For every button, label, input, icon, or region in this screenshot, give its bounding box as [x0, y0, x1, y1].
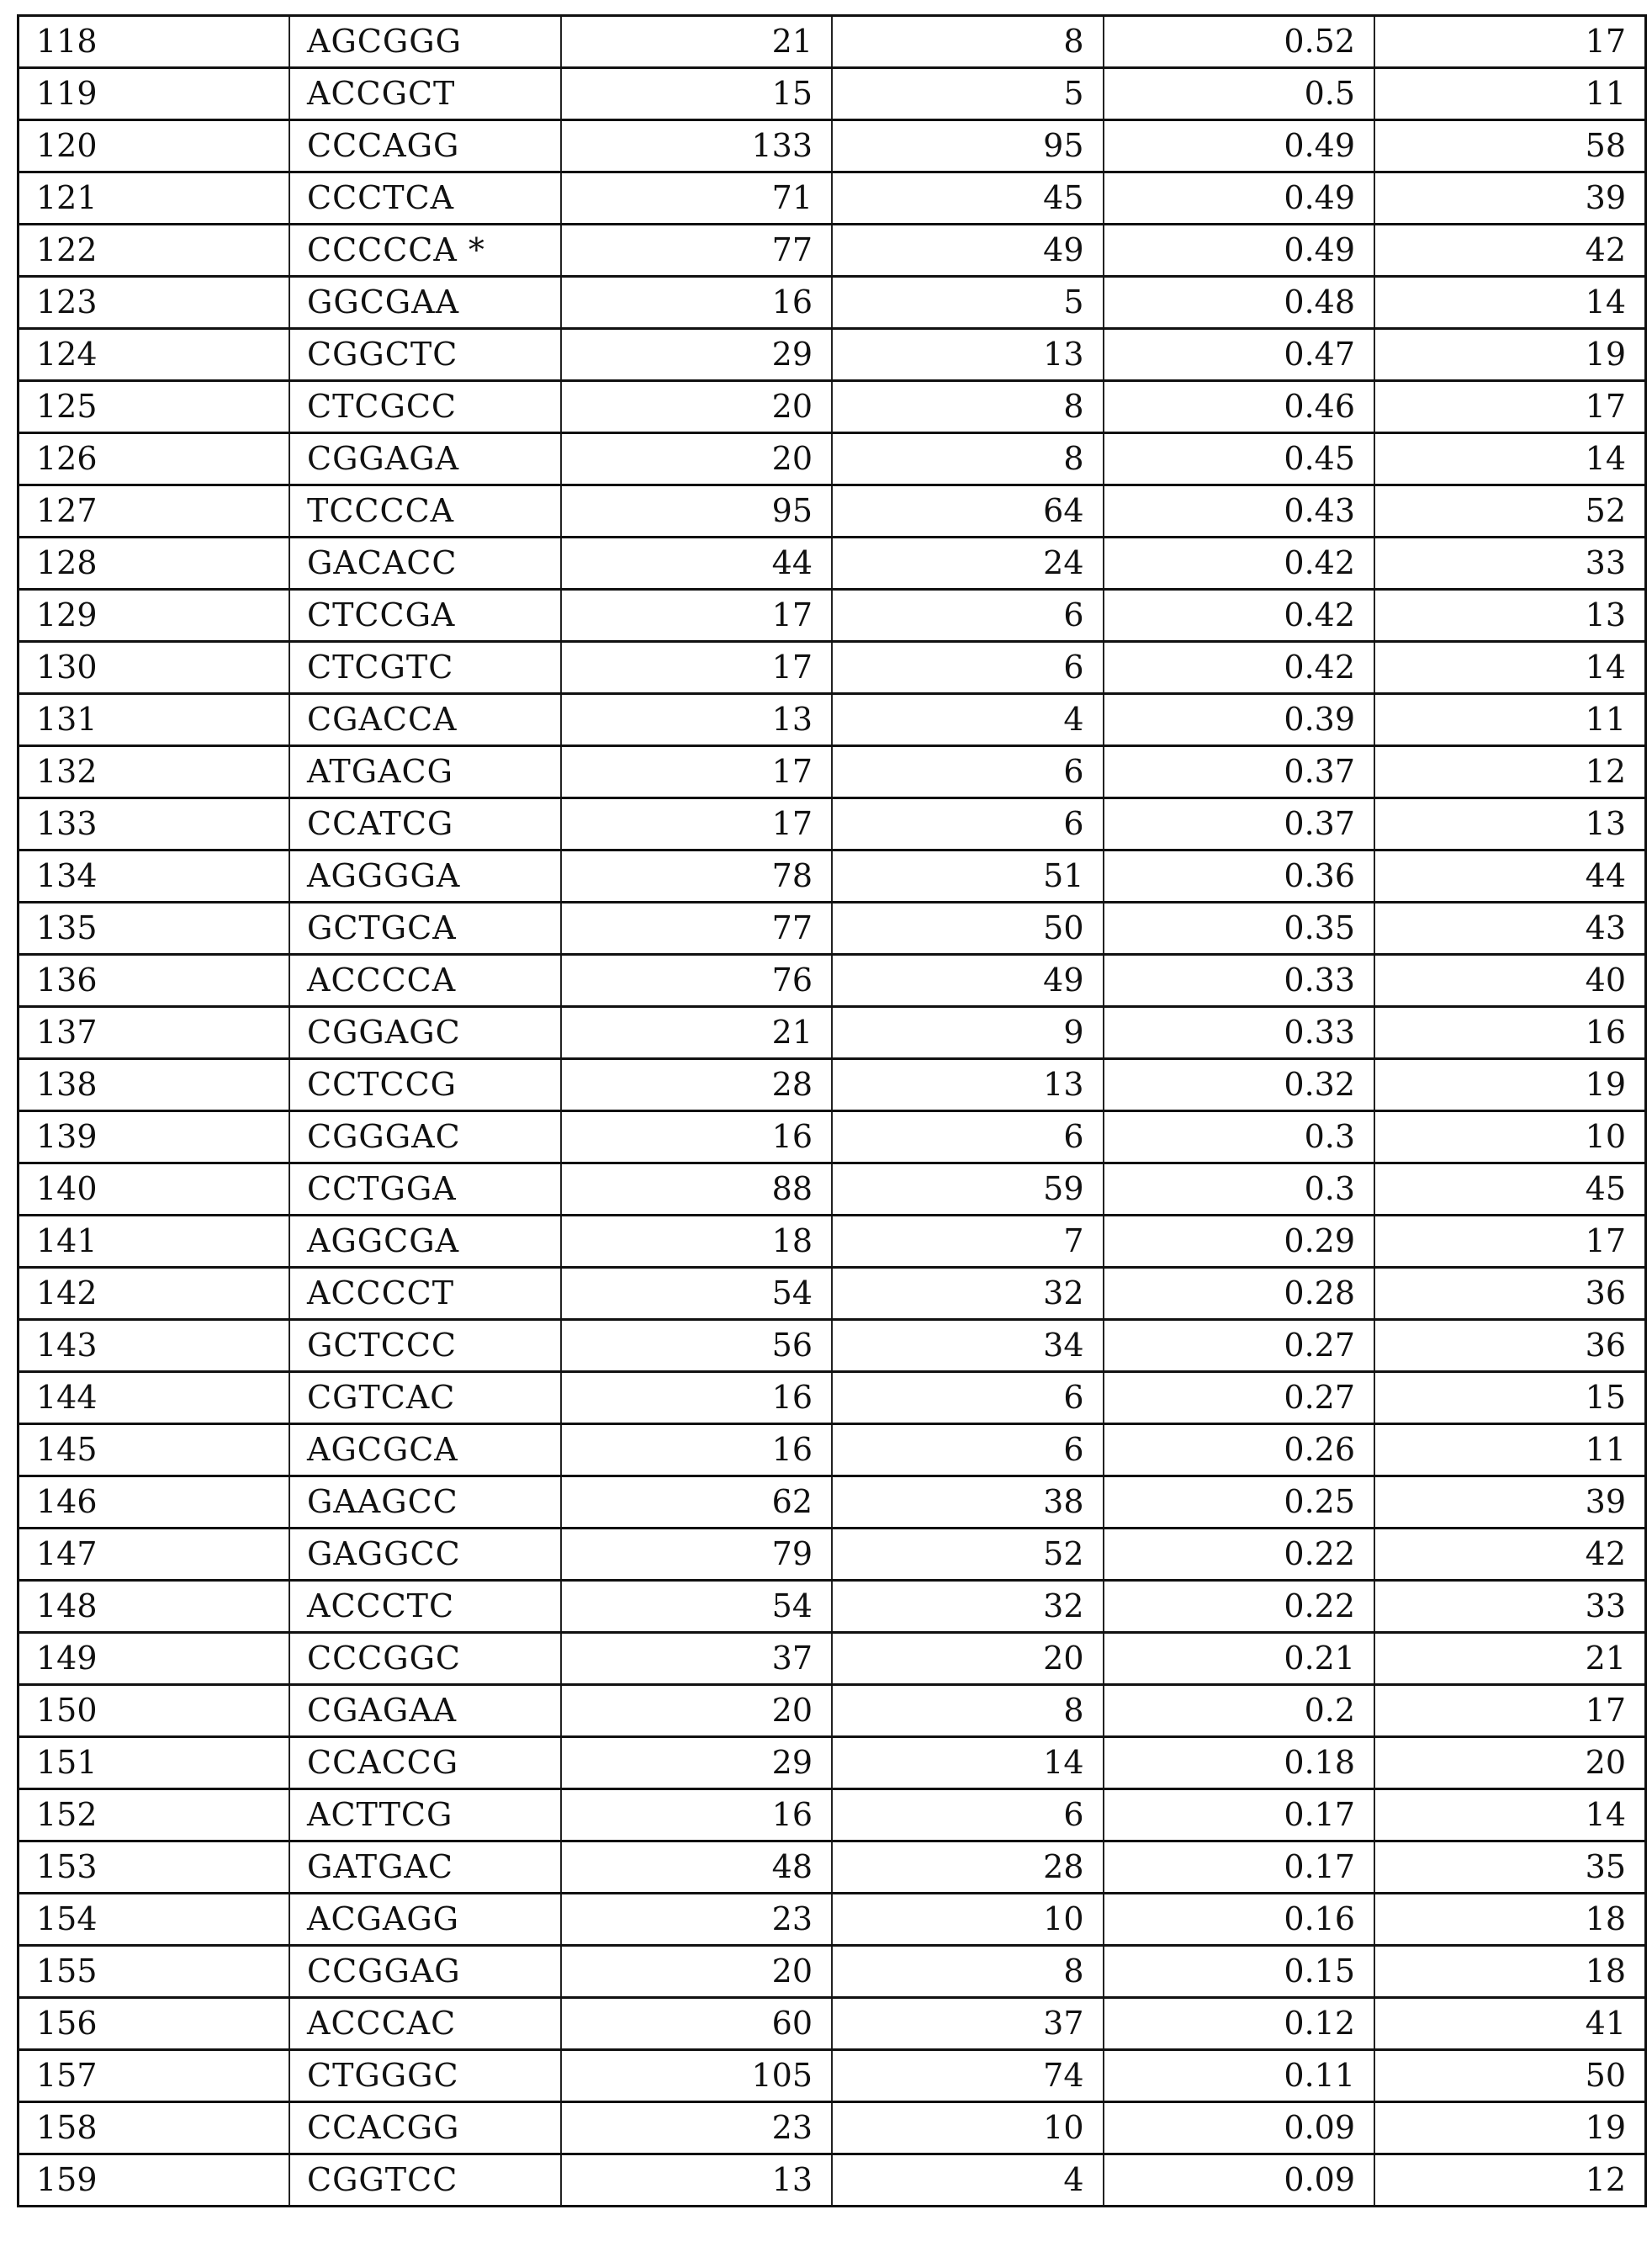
- table-row: [19, 2102, 1646, 2154]
- value-a-cell: 78: [561, 850, 833, 903]
- value-a-cell: 95: [561, 485, 833, 538]
- sequence-cell: CTGGGC: [289, 2050, 561, 2102]
- table-row: [19, 1424, 1646, 1476]
- table-row: [19, 1372, 1646, 1424]
- value-c-cell: 39: [1374, 172, 1646, 225]
- row-number-cell: 124: [19, 329, 290, 381]
- value-a-cell: 60: [561, 1998, 833, 2050]
- row-number-cell: 120: [19, 120, 290, 172]
- sequence-cell: CCCGGC: [289, 1633, 561, 1685]
- sequence-cell: CTCGTC: [289, 642, 561, 694]
- value-c-cell: 14: [1374, 642, 1646, 694]
- value-b-cell: 8: [832, 433, 1104, 485]
- ratio-cell: 0.37: [1104, 746, 1375, 798]
- value-a-cell: 37: [561, 1633, 833, 1685]
- value-b-cell: 8: [832, 16, 1104, 68]
- sequence-cell: ACTTCG: [289, 1789, 561, 1841]
- table-body: [19, 16, 1646, 2207]
- sequence-data-table: [17, 14, 1647, 2207]
- sequence-cell: CGACCA: [289, 694, 561, 746]
- value-a-cell: 18: [561, 1216, 833, 1268]
- table-row: [19, 225, 1646, 277]
- ratio-cell: 0.28: [1104, 1268, 1375, 1320]
- value-a-cell: 77: [561, 225, 833, 277]
- value-b-cell: 24: [832, 538, 1104, 590]
- value-c-cell: 41: [1374, 1998, 1646, 2050]
- table-row: [19, 1894, 1646, 1946]
- value-b-cell: 32: [832, 1581, 1104, 1633]
- row-number-cell: 139: [19, 1111, 290, 1163]
- table-row: [19, 485, 1646, 538]
- value-a-cell: 77: [561, 903, 833, 955]
- value-a-cell: 71: [561, 172, 833, 225]
- row-number-cell: 132: [19, 746, 290, 798]
- ratio-cell: 0.35: [1104, 903, 1375, 955]
- ratio-cell: 0.5: [1104, 68, 1375, 120]
- row-number-cell: 137: [19, 1007, 290, 1059]
- value-a-cell: 23: [561, 2102, 833, 2154]
- ratio-cell: 0.11: [1104, 2050, 1375, 2102]
- row-number-cell: 154: [19, 1894, 290, 1946]
- ratio-cell: 0.17: [1104, 1841, 1375, 1894]
- value-c-cell: 12: [1374, 2154, 1646, 2207]
- ratio-cell: 0.22: [1104, 1581, 1375, 1633]
- ratio-cell: 0.18: [1104, 1737, 1375, 1789]
- sequence-cell: CGAGAA: [289, 1685, 561, 1737]
- ratio-cell: 0.42: [1104, 642, 1375, 694]
- value-c-cell: 58: [1374, 120, 1646, 172]
- sequence-cell: ACGAGG: [289, 1894, 561, 1946]
- sequence-cell: ACCCAC: [289, 1998, 561, 2050]
- row-number-cell: 146: [19, 1476, 290, 1529]
- table-row: [19, 16, 1646, 68]
- sequence-cell: CCACCG: [289, 1737, 561, 1789]
- value-c-cell: 33: [1374, 538, 1646, 590]
- value-b-cell: 64: [832, 485, 1104, 538]
- sequence-cell: GATGAC: [289, 1841, 561, 1894]
- row-number-cell: 142: [19, 1268, 290, 1320]
- row-number-cell: 128: [19, 538, 290, 590]
- value-a-cell: 28: [561, 1059, 833, 1111]
- value-a-cell: 17: [561, 798, 833, 850]
- ratio-cell: 0.49: [1104, 120, 1375, 172]
- sequence-cell: AGGGGA: [289, 850, 561, 903]
- sequence-cell: GACACC: [289, 538, 561, 590]
- sequence-cell: ACCGCT: [289, 68, 561, 120]
- value-b-cell: 6: [832, 1789, 1104, 1841]
- ratio-cell: 0.36: [1104, 850, 1375, 903]
- value-b-cell: 14: [832, 1737, 1104, 1789]
- value-a-cell: 133: [561, 120, 833, 172]
- value-c-cell: 18: [1374, 1894, 1646, 1946]
- value-c-cell: 15: [1374, 1372, 1646, 1424]
- table-row: [19, 1841, 1646, 1894]
- table-row: [19, 850, 1646, 903]
- sequence-cell: CTCCGA: [289, 590, 561, 642]
- value-a-cell: 20: [561, 433, 833, 485]
- row-number-cell: 155: [19, 1946, 290, 1998]
- row-number-cell: 138: [19, 1059, 290, 1111]
- row-number-cell: 153: [19, 1841, 290, 1894]
- value-b-cell: 4: [832, 2154, 1104, 2207]
- value-a-cell: 20: [561, 381, 833, 433]
- value-a-cell: 62: [561, 1476, 833, 1529]
- ratio-cell: 0.37: [1104, 798, 1375, 850]
- value-c-cell: 11: [1374, 1424, 1646, 1476]
- value-c-cell: 36: [1374, 1268, 1646, 1320]
- sequence-cell: CTCGCC: [289, 381, 561, 433]
- row-number-cell: 122: [19, 225, 290, 277]
- value-b-cell: 74: [832, 2050, 1104, 2102]
- value-c-cell: 39: [1374, 1476, 1646, 1529]
- value-c-cell: 44: [1374, 850, 1646, 903]
- sequence-cell: GCTCCC: [289, 1320, 561, 1372]
- row-number-cell: 157: [19, 2050, 290, 2102]
- value-c-cell: 19: [1374, 2102, 1646, 2154]
- table-row: [19, 538, 1646, 590]
- value-c-cell: 21: [1374, 1633, 1646, 1685]
- table-row: [19, 1581, 1646, 1633]
- row-number-cell: 147: [19, 1529, 290, 1581]
- row-number-cell: 135: [19, 903, 290, 955]
- value-a-cell: 54: [561, 1581, 833, 1633]
- value-a-cell: 21: [561, 1007, 833, 1059]
- table-row: [19, 1998, 1646, 2050]
- row-number-cell: 144: [19, 1372, 290, 1424]
- sequence-cell: CCCAGG: [289, 120, 561, 172]
- value-a-cell: 13: [561, 2154, 833, 2207]
- table-row: [19, 746, 1646, 798]
- table-row: [19, 903, 1646, 955]
- value-c-cell: 11: [1374, 694, 1646, 746]
- value-a-cell: 17: [561, 642, 833, 694]
- ratio-cell: 0.48: [1104, 277, 1375, 329]
- table-row: [19, 1946, 1646, 1998]
- value-b-cell: 6: [832, 746, 1104, 798]
- sequence-cell: CGGAGA: [289, 433, 561, 485]
- table-row: [19, 2154, 1646, 2207]
- row-number-cell: 140: [19, 1163, 290, 1216]
- value-a-cell: 16: [561, 277, 833, 329]
- value-b-cell: 50: [832, 903, 1104, 955]
- value-a-cell: 16: [561, 1424, 833, 1476]
- ratio-cell: 0.42: [1104, 538, 1375, 590]
- value-b-cell: 20: [832, 1633, 1104, 1685]
- value-a-cell: 20: [561, 1946, 833, 1998]
- ratio-cell: 0.29: [1104, 1216, 1375, 1268]
- value-c-cell: 17: [1374, 16, 1646, 68]
- value-a-cell: 20: [561, 1685, 833, 1737]
- ratio-cell: 0.15: [1104, 1946, 1375, 1998]
- row-number-cell: 141: [19, 1216, 290, 1268]
- value-a-cell: 44: [561, 538, 833, 590]
- row-number-cell: 156: [19, 1998, 290, 2050]
- ratio-cell: 0.42: [1104, 590, 1375, 642]
- value-b-cell: 4: [832, 694, 1104, 746]
- table-row: [19, 955, 1646, 1007]
- table-row: [19, 1476, 1646, 1529]
- value-c-cell: 52: [1374, 485, 1646, 538]
- ratio-cell: 0.3: [1104, 1163, 1375, 1216]
- row-number-cell: 143: [19, 1320, 290, 1372]
- value-a-cell: 76: [561, 955, 833, 1007]
- row-number-cell: 150: [19, 1685, 290, 1737]
- table-row: [19, 1268, 1646, 1320]
- value-c-cell: 14: [1374, 277, 1646, 329]
- value-a-cell: 16: [561, 1789, 833, 1841]
- sequence-cell: CCCCCA *: [289, 225, 561, 277]
- table-row: [19, 381, 1646, 433]
- value-c-cell: 13: [1374, 590, 1646, 642]
- value-b-cell: 7: [832, 1216, 1104, 1268]
- sequence-cell: AGCGGG: [289, 16, 561, 68]
- ratio-cell: 0.49: [1104, 172, 1375, 225]
- ratio-cell: 0.22: [1104, 1529, 1375, 1581]
- table-row: [19, 433, 1646, 485]
- value-b-cell: 6: [832, 1372, 1104, 1424]
- sequence-cell: AGGCGA: [289, 1216, 561, 1268]
- row-number-cell: 152: [19, 1789, 290, 1841]
- ratio-cell: 0.27: [1104, 1320, 1375, 1372]
- value-b-cell: 9: [832, 1007, 1104, 1059]
- ratio-cell: 0.09: [1104, 2154, 1375, 2207]
- ratio-cell: 0.2: [1104, 1685, 1375, 1737]
- table-row: [19, 120, 1646, 172]
- row-number-cell: 145: [19, 1424, 290, 1476]
- sequence-cell: TCCCCA: [289, 485, 561, 538]
- value-b-cell: 10: [832, 2102, 1104, 2154]
- sequence-cell: GCTGCA: [289, 903, 561, 955]
- table-row: [19, 1737, 1646, 1789]
- ratio-cell: 0.16: [1104, 1894, 1375, 1946]
- row-number-cell: 126: [19, 433, 290, 485]
- ratio-cell: 0.27: [1104, 1372, 1375, 1424]
- value-b-cell: 51: [832, 850, 1104, 903]
- sequence-cell: CGTCAC: [289, 1372, 561, 1424]
- ratio-cell: 0.3: [1104, 1111, 1375, 1163]
- value-c-cell: 20: [1374, 1737, 1646, 1789]
- ratio-cell: 0.52: [1104, 16, 1375, 68]
- value-c-cell: 42: [1374, 1529, 1646, 1581]
- value-b-cell: 59: [832, 1163, 1104, 1216]
- row-number-cell: 119: [19, 68, 290, 120]
- row-number-cell: 158: [19, 2102, 290, 2154]
- ratio-cell: 0.25: [1104, 1476, 1375, 1529]
- ratio-cell: 0.39: [1104, 694, 1375, 746]
- value-b-cell: 6: [832, 1111, 1104, 1163]
- sequence-cell: CGGCTC: [289, 329, 561, 381]
- value-b-cell: 49: [832, 955, 1104, 1007]
- row-number-cell: 149: [19, 1633, 290, 1685]
- value-b-cell: 37: [832, 1998, 1104, 2050]
- ratio-cell: 0.33: [1104, 1007, 1375, 1059]
- table-row: [19, 277, 1646, 329]
- sequence-cell: CGGGAC: [289, 1111, 561, 1163]
- ratio-cell: 0.17: [1104, 1789, 1375, 1841]
- value-a-cell: 13: [561, 694, 833, 746]
- value-a-cell: 17: [561, 590, 833, 642]
- row-number-cell: 148: [19, 1581, 290, 1633]
- sequence-cell: CGGTCC: [289, 2154, 561, 2207]
- value-b-cell: 5: [832, 277, 1104, 329]
- sequence-cell: CCTGGA: [289, 1163, 561, 1216]
- row-number-cell: 136: [19, 955, 290, 1007]
- value-b-cell: 34: [832, 1320, 1104, 1372]
- ratio-cell: 0.43: [1104, 485, 1375, 538]
- value-b-cell: 6: [832, 798, 1104, 850]
- value-a-cell: 23: [561, 1894, 833, 1946]
- table-row: [19, 1059, 1646, 1111]
- value-c-cell: 12: [1374, 746, 1646, 798]
- value-c-cell: 13: [1374, 798, 1646, 850]
- value-c-cell: 17: [1374, 381, 1646, 433]
- value-a-cell: 88: [561, 1163, 833, 1216]
- value-a-cell: 16: [561, 1111, 833, 1163]
- ratio-cell: 0.26: [1104, 1424, 1375, 1476]
- value-a-cell: 15: [561, 68, 833, 120]
- sequence-cell: GAGGCC: [289, 1529, 561, 1581]
- value-a-cell: 29: [561, 329, 833, 381]
- ratio-cell: 0.47: [1104, 329, 1375, 381]
- value-b-cell: 13: [832, 329, 1104, 381]
- ratio-cell: 0.21: [1104, 1633, 1375, 1685]
- sequence-cell: GAAGCC: [289, 1476, 561, 1529]
- sequence-cell: ACCCCA: [289, 955, 561, 1007]
- row-number-cell: 127: [19, 485, 290, 538]
- table-row: [19, 1529, 1646, 1581]
- row-number-cell: 121: [19, 172, 290, 225]
- value-b-cell: 28: [832, 1841, 1104, 1894]
- ratio-cell: 0.33: [1104, 955, 1375, 1007]
- row-number-cell: 134: [19, 850, 290, 903]
- value-a-cell: 54: [561, 1268, 833, 1320]
- value-b-cell: 10: [832, 1894, 1104, 1946]
- sequence-cell: CCGGAG: [289, 1946, 561, 1998]
- sequence-cell: CGGAGC: [289, 1007, 561, 1059]
- sequence-cell: ACCCTC: [289, 1581, 561, 1633]
- table-row: [19, 1111, 1646, 1163]
- value-a-cell: 21: [561, 16, 833, 68]
- row-number-cell: 123: [19, 277, 290, 329]
- table-row: [19, 798, 1646, 850]
- table-row: [19, 2050, 1646, 2102]
- value-b-cell: 8: [832, 1946, 1104, 1998]
- row-number-cell: 118: [19, 16, 290, 68]
- value-c-cell: 35: [1374, 1841, 1646, 1894]
- ratio-cell: 0.09: [1104, 2102, 1375, 2154]
- value-c-cell: 18: [1374, 1946, 1646, 1998]
- row-number-cell: 125: [19, 381, 290, 433]
- ratio-cell: 0.49: [1104, 225, 1375, 277]
- value-a-cell: 79: [561, 1529, 833, 1581]
- value-a-cell: 56: [561, 1320, 833, 1372]
- sequence-cell: ACCCCT: [289, 1268, 561, 1320]
- value-c-cell: 17: [1374, 1685, 1646, 1737]
- row-number-cell: 131: [19, 694, 290, 746]
- value-c-cell: 19: [1374, 1059, 1646, 1111]
- table-row: [19, 68, 1646, 120]
- value-c-cell: 14: [1374, 1789, 1646, 1841]
- row-number-cell: 129: [19, 590, 290, 642]
- table-row: [19, 1789, 1646, 1841]
- value-b-cell: 6: [832, 642, 1104, 694]
- value-b-cell: 38: [832, 1476, 1104, 1529]
- row-number-cell: 151: [19, 1737, 290, 1789]
- value-c-cell: 50: [1374, 2050, 1646, 2102]
- value-b-cell: 8: [832, 381, 1104, 433]
- row-number-cell: 159: [19, 2154, 290, 2207]
- value-a-cell: 105: [561, 2050, 833, 2102]
- value-c-cell: 33: [1374, 1581, 1646, 1633]
- table-row: [19, 1320, 1646, 1372]
- value-b-cell: 95: [832, 120, 1104, 172]
- value-b-cell: 13: [832, 1059, 1104, 1111]
- ratio-cell: 0.32: [1104, 1059, 1375, 1111]
- sequence-cell: CCATCG: [289, 798, 561, 850]
- table-row: [19, 172, 1646, 225]
- value-b-cell: 5: [832, 68, 1104, 120]
- value-b-cell: 6: [832, 1424, 1104, 1476]
- value-c-cell: 14: [1374, 433, 1646, 485]
- table-row: [19, 1633, 1646, 1685]
- value-c-cell: 36: [1374, 1320, 1646, 1372]
- sequence-cell: CCACGG: [289, 2102, 561, 2154]
- table-row: [19, 590, 1646, 642]
- value-c-cell: 43: [1374, 903, 1646, 955]
- value-c-cell: 11: [1374, 68, 1646, 120]
- table-row: [19, 694, 1646, 746]
- value-c-cell: 45: [1374, 1163, 1646, 1216]
- ratio-cell: 0.45: [1104, 433, 1375, 485]
- ratio-cell: 0.12: [1104, 1998, 1375, 2050]
- sequence-cell: AGCGCA: [289, 1424, 561, 1476]
- value-c-cell: 10: [1374, 1111, 1646, 1163]
- table-row: [19, 642, 1646, 694]
- value-c-cell: 17: [1374, 1216, 1646, 1268]
- value-b-cell: 45: [832, 172, 1104, 225]
- table-row: [19, 1685, 1646, 1737]
- value-b-cell: 32: [832, 1268, 1104, 1320]
- table-row: [19, 1007, 1646, 1059]
- ratio-cell: 0.46: [1104, 381, 1375, 433]
- row-number-cell: 133: [19, 798, 290, 850]
- value-a-cell: 48: [561, 1841, 833, 1894]
- value-c-cell: 42: [1374, 225, 1646, 277]
- sequence-cell: ATGACG: [289, 746, 561, 798]
- sequence-cell: CCCTCA: [289, 172, 561, 225]
- value-c-cell: 40: [1374, 955, 1646, 1007]
- value-a-cell: 17: [561, 746, 833, 798]
- value-c-cell: 16: [1374, 1007, 1646, 1059]
- value-b-cell: 49: [832, 225, 1104, 277]
- value-b-cell: 52: [832, 1529, 1104, 1581]
- sequence-cell: GGCGAA: [289, 277, 561, 329]
- value-a-cell: 16: [561, 1372, 833, 1424]
- table-row: [19, 329, 1646, 381]
- row-number-cell: 130: [19, 642, 290, 694]
- value-b-cell: 6: [832, 590, 1104, 642]
- table-row: [19, 1216, 1646, 1268]
- value-b-cell: 8: [832, 1685, 1104, 1737]
- value-c-cell: 19: [1374, 329, 1646, 381]
- value-a-cell: 29: [561, 1737, 833, 1789]
- sequence-cell: CCTCCG: [289, 1059, 561, 1111]
- table-row: [19, 1163, 1646, 1216]
